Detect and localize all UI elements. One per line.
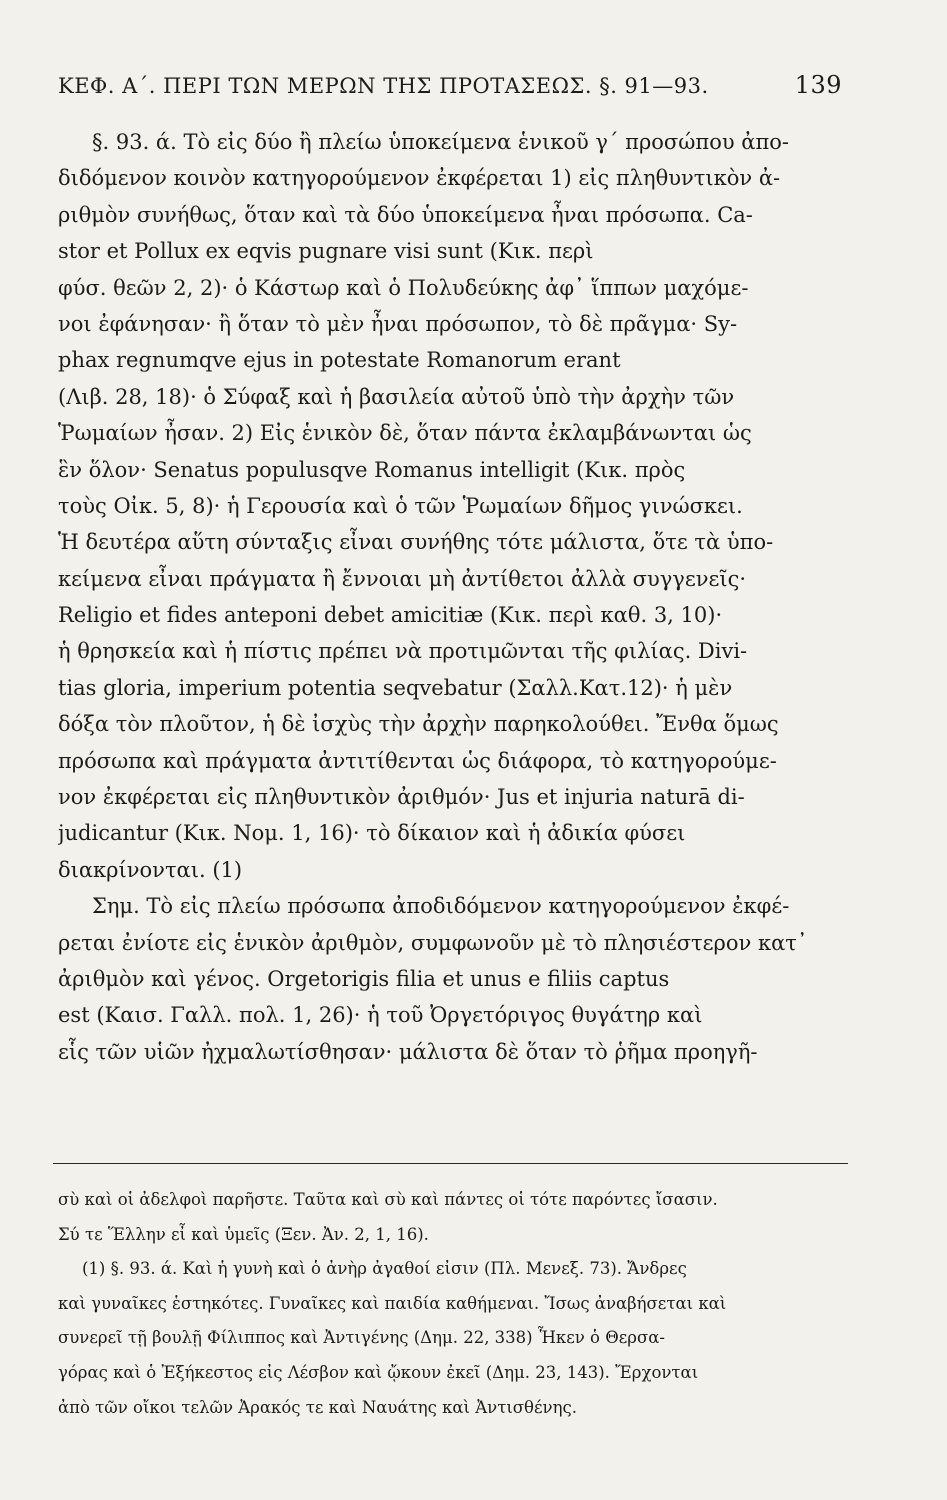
text-line: Religio et fides anteponi debet amicitiæ (Κικ. περὶ καθ. 3, 10)· xyxy=(58,603,723,628)
text-line: νοι ἐφάνησαν· ἢ ὅταν τὸ μὲν ἦναι πρόσωπον, τὸ δὲ πρᾶγμα· Sy- xyxy=(58,311,738,336)
footnotes xyxy=(58,1183,848,1425)
text-line: Ἡ δευτέρα αὕτη σύνταξις εἶναι συνήθης τότε μάλιστα, ὅτε τὰ ὑπο- xyxy=(58,530,774,555)
text-line: νον ἐκφέρεται εἰς πληθυντικὸν ἀριθμόν· Jus et injuria naturā di- xyxy=(58,785,745,810)
text-line: judicantur (Κικ. Νομ. 1, 16)· τὸ δίκαιον καὶ ἡ ἀδικία φύσει xyxy=(58,821,686,846)
page-number: 139 xyxy=(794,71,842,99)
footnote-line: ἀπὸ τῶν οἴκοι τελῶν Ἀρακός τε καὶ Ναυάτης καὶ Ἀντισθένης. xyxy=(58,1397,577,1417)
text-line: est (Καισ. Γαλλ. πολ. 1, 26)· ἡ τοῦ Ὀργετόριγος θυγάτηρ καὶ xyxy=(58,1003,703,1028)
text-line: tias gloria, imperium potentia seqvebatur (Σαλλ.Κατ.12)· ἡ μὲν xyxy=(58,675,733,700)
text-line: διακρίνονται. (1) xyxy=(58,857,243,882)
text-line: §. 93. ά. Τὸ εἰς δύο ἢ πλείω ὑποκείμενα ἑνικοῦ γ΄ προσώπου ἀπο- xyxy=(92,130,789,154)
text-line: Ῥωμαίων ἦσαν. 2) Εἰς ἑνικὸν δὲ, ὅταν πάντα ἐκλαμβάνωνται ὡς xyxy=(58,421,752,446)
footnote-line: (1) §. 93. ά. Καὶ ἡ γυνὴ καὶ ὁ ἀνὴρ ἀγαθοί εἰσιν (Πλ. Μενεξ. 73). Ἄνδρες xyxy=(82,1259,687,1279)
footnote-line: γόρας καὶ ὁ Ἐξήκεστος εἰς Λέσβον καὶ ᾤκουν ἐκεῖ (Δημ. 23, 143). Ἔρχονται xyxy=(58,1362,699,1382)
text-line: ρεται ἐνίοτε εἰς ἑνικὸν ἀριθμὸν, συμφωνοῦν μὲ τὸ πλησιέστερον κατ᾽ xyxy=(58,930,808,955)
text-line: ἡ θρησκεία καὶ ἡ πίστις πρέπει νὰ προτιμῶνται τῆς φιλίας. Divi- xyxy=(58,639,748,664)
footnote-divider xyxy=(53,1163,848,1164)
text-line: ἀριθμὸν καὶ γένος. Orgetorigis filia et unus e filiis captus xyxy=(58,966,670,991)
text-line: stor et Pollux ex eqvis pugnare visi sunt (Κικ. περὶ xyxy=(58,239,594,264)
text-line: διδόμενον κοινὸν κατηγορούμενον ἐκφέρεται 1) εἰς πληθυντικὸν ἀ- xyxy=(58,166,781,191)
text-line: δόξα τὸν πλοῦτον, ἡ δὲ ἰσχὺς τὴν ἀρχὴν παρηκολούθει. Ἔνθα ὅμως xyxy=(58,712,779,737)
text-line: phax regnumqve ejus in potestate Romanorum erant xyxy=(58,348,621,373)
running-header xyxy=(58,71,842,99)
text-line: πρόσωπα καὶ πράγματα ἀντιτίθενται ὡς διάφορα, τὸ κατηγορούμε- xyxy=(58,748,777,773)
footnote-line: συνερεῖ τῇ βουλῇ Φίλιππος καὶ Ἀντιγένης (Δημ. 22, 338) Ἧκεν ὁ Θερσα- xyxy=(58,1328,665,1348)
text-line: φύσ. θεῶν 2, 2)· ὁ Κάστωρ καὶ ὁ Πολυδεύκης ἀφ᾽ ἵππων μαχόμε- xyxy=(58,275,749,300)
running-title: ΚΕΦ. Α΄. ΠΕΡΙ ΤΩΝ ΜΕΡΩΝ ΤΗΣ ΠΡΟΤΑΣΕΩΣ. §. 91—93. xyxy=(58,74,709,98)
text-line: (Λιβ. 28, 18)· ὁ Σύφαξ καὶ ἡ βασιλεία αὐτοῦ ὑπὸ τὴν ἀρχὴν τῶν xyxy=(58,384,735,409)
text-line: ριθμὸν συνήθως, ὅταν καὶ τὰ δύο ὑποκείμενα ἦναι πρόσωπα. Ca- xyxy=(58,202,753,227)
text-line: εἷς τῶν υἱῶν ἠχμαλωτίσθησαν· μάλιστα δὲ ὅταν τὸ ῥῆμα προηγῆ- xyxy=(58,1039,758,1064)
text-line: Σημ. Τὸ εἰς πλείω πρόσωπα ἀποδιδόμενον κατηγορούμενον ἐκφέ- xyxy=(92,894,790,919)
text-line: τοὺς Οἰκ. 5, 8)· ἡ Γερουσία καὶ ὁ τῶν Ῥωμαίων δῆμος γινώσκει. xyxy=(58,493,743,518)
main-text xyxy=(58,124,828,1070)
footnote-line: καὶ γυναῖκες ἑστηκότες. Γυναῖκες καὶ παιδία καθήμεναι. Ἴσως ἀναβήσεται καὶ xyxy=(58,1293,727,1313)
text-line: κείμενα εἶναι πράγματα ἢ ἔννοιαι μὴ ἀντίθετοι ἀλλὰ συγγενεῖς· xyxy=(58,566,747,591)
text-line: ἓν ὅλον· Senatus populusqve Romanus intelligit (Κικ. πρὸς xyxy=(58,457,686,482)
footnote-line: Σύ τε Ἕλλην εἶ καὶ ὑμεῖς (Ξεν. Ἀν. 2, 1, 16). xyxy=(58,1224,429,1244)
footnote-line: σὺ καὶ οἱ ἀδελφοὶ παρῆστε. Ταῦτα καὶ σὺ καὶ πάντες οἱ τότε παρόντες ἴσασιν. xyxy=(58,1190,718,1209)
